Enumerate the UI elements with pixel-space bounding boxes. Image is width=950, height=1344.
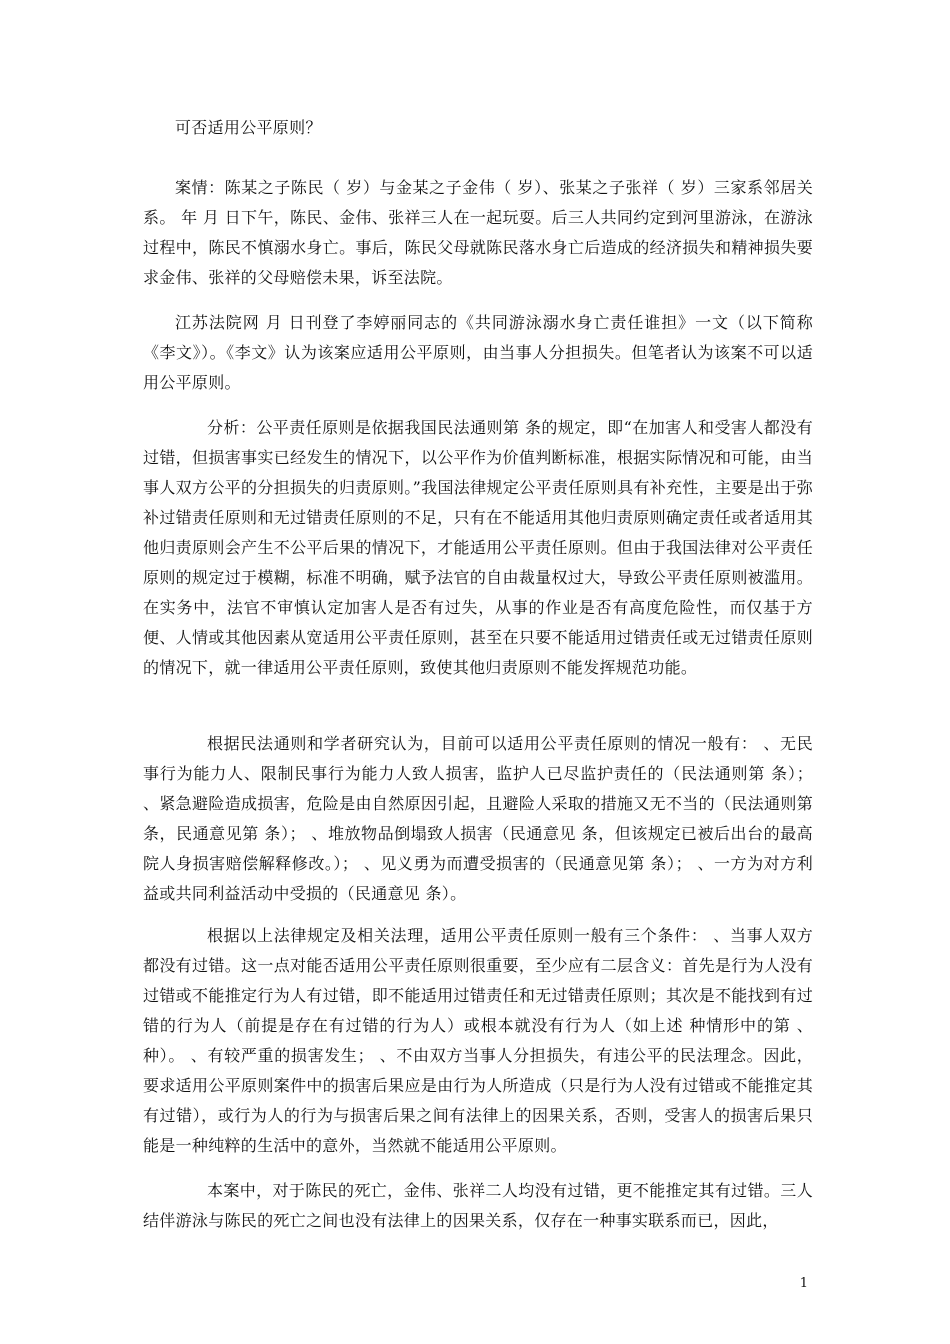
document-title: 可否适用公平原则？: [175, 118, 322, 137]
paragraph-source-article: 江苏法院网 月 日刊登了李婷丽同志的《共同游泳溺水身亡责任谁担》一文（以下简称《李文》）。《李文》认为该案应适用公平原则，由当事人分担损失。但笔者认为该案不可以适用公平原则。: [143, 313, 813, 392]
paragraph-analysis: 分析：公平责任原则是依据我国民法通则第 条的规定，即“在加害人和受害人都没有过错，但损害事实已经发生的情况下，以公平作为价值判断标准，根据实际情况和可能，由当事人双方公平的分担损失的归责原则。”我国法律规定公平责任原则具有补充性，主要是出于弥补过错责任原则和无过错责任原则的不足，只有在不能适用其他归责原则确定责任或者适用其他归责原则会产生不公平后果的情况下，才能适用公平责任原则。但由于我国法律对公平责任原则的规定过于模糊，标准不明确，赋予法官的自由裁量权过大，导致公平责任原则被滥用。在实务中，法官不审慎认定加害人是否有过失，从事的作业是否有高度危险性，而仅基于方便、人情或其他因素从宽适用公平责任原则，甚至在只要不能适用过错责任或无过错责任原则的情况下，就一律适用公平责任原则，致使其他归责原则不能发挥规范功能。: [143, 418, 813, 677]
paragraph-applicable-situations: 根据民法通则和学者研究认为，目前可以适用公平责任原则的情况一般有： 、无民事行为能力人、限制民事行为能力人致人损害，监护人已尽监护责任的（民法通则第 条）； 、紧急避险造成损害，危险是由自然原因引起，且避险人采取的措施又无不当的（民法通则第 条，民通意见第 条）； 、堆放物品倒塌致人损害（民通意见 条，但该规定已被后出台的最高院人身损害赔偿解释修改。）； 、见义勇为而遭受损害的（民通意见第 条）； 、一方为对方利益或共同利益活动中受损的（民通意见 条）。: [143, 734, 813, 903]
page-number: 1: [799, 1276, 808, 1291]
paragraph-case-facts: 案情：陈某之子陈民（ 岁）与金某之子金伟（ 岁）、张某之子张祥（ 岁）三家系邻居关系。 年 月 日下午，陈民、金伟、张祥三人在一起玩耍。后三人共同约定到河里游泳，在游泳过程中，陈民不慎溺水身亡。事后，陈民父母就陈民落水身亡后造成的经济损失和精神损失要求金伟、张祥的父母赔偿未果，诉至法院。: [143, 178, 813, 287]
paragraph-conditions: 根据以上法律规定及相关法理，适用公平责任原则一般有三个条件： 、当事人双方都没有过错。这一点对能否适用公平责任原则很重要，至少应有二层含义：首先是行为人没有过错或不能推定行为人有过错，即不能适用过错责任和无过错责任原则；其次是不能找到有过错的行为人（前提是存在有过错的行为人）或根本就没有行为人（如上述 种情形中的第 、 种）。 、有较严重的损害发生； 、不由双方当事人分担损失，有违公平的民法理念。因此，要求适用公平原则案件中的损害后果应是由行为人所造成（只是行为人没有过错或不能推定其有过错），或行为人的行为与损害后果之间有法律上的因果关系，否则，受害人的损害后果只能是一种纯粹的生活中的意外，当然就不能适用公平原则。: [143, 926, 813, 1155]
paragraph-case-conclusion: 本案中，对于陈民的死亡，金伟、张祥二人均没有过错，更不能推定其有过错。三人结伴游泳与陈民的死亡之间也没有法律上的因果关系，仅存在一种事实联系而已，因此，: [143, 1181, 813, 1230]
